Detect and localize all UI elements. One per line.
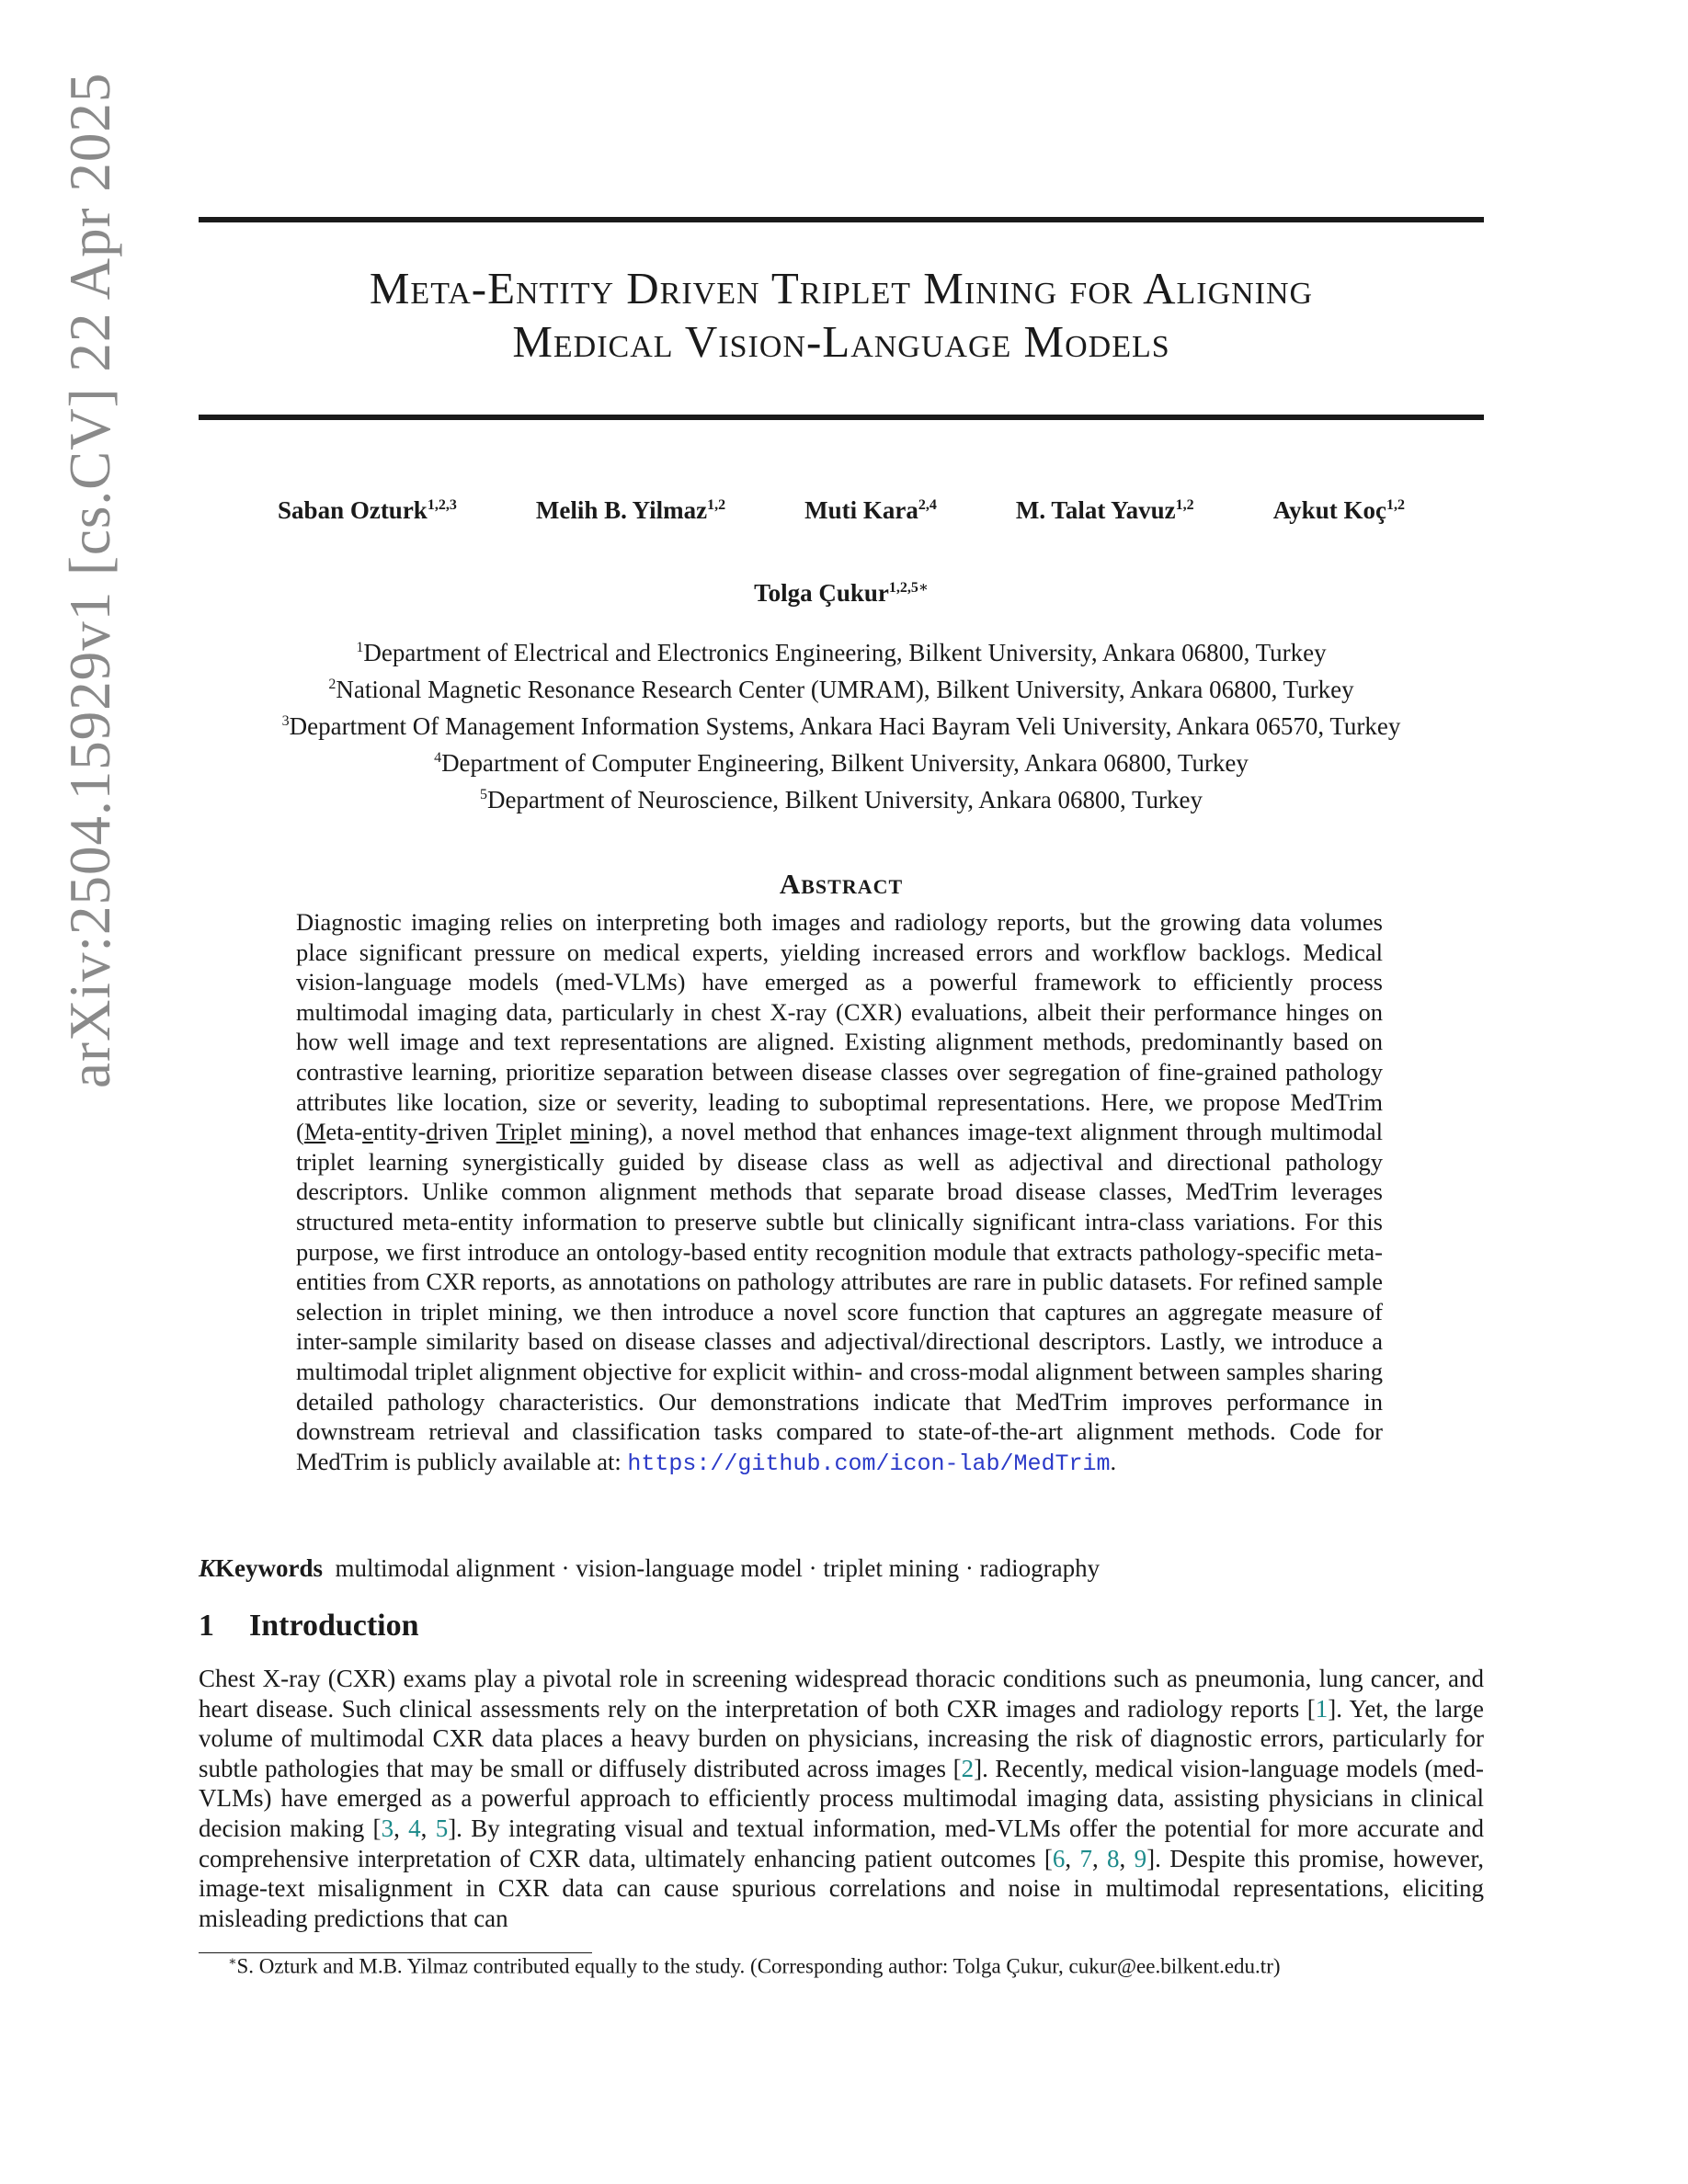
citation-link[interactable]: 6: [1052, 1844, 1066, 1872]
affiliation: $^4$Department of Computer Engineering, Bilkent University, Ankara 06800, Turkey: [434, 749, 1249, 777]
affiliation: $^5$Department of Neuroscience, Bilkent University, Ankara 06800, Turkey: [479, 786, 1203, 813]
title-line-2: Medical Vision-Language Models: [512, 316, 1170, 367]
keywords-text: multimodal alignment · vision-language model · triplet mining · radiography: [335, 1554, 1101, 1582]
citation-link[interactable]: 1: [1315, 1694, 1329, 1723]
code-link[interactable]: https://github.com/icon-lab/MedTrim: [627, 1450, 1111, 1477]
corresponding-author: Tolga Çukur$^{1,2,5∗}$: [754, 579, 929, 607]
keywords: KKeywords multimodal alignment · vision-language model · triplet mining · radiography: [199, 1554, 1101, 1582]
arxiv-identifier: arXiv:2504.15929v1 [cs.CV] 22 Apr 2025: [58, 72, 122, 1088]
citation-link[interactable]: 2: [961, 1754, 975, 1782]
keywords-label: Keywords: [215, 1554, 324, 1582]
abstract-body: Diagnostic imaging relies on interpreting both images and radiology reports, but the growing data volumes place significant pressure on medical experts, yielding increased errors and workflow backlogs. Medical vision-language models (med-VLMs) have emerged as a powerful framework to efficiently process multimodal imaging data, particularly in chest X-ray (CXR) evaluations, albeit their performance hinges on how well image and text representations are aligned. Existing alignment methods, predominantly based on contrastive learning, prioritize separation between disease classes over segregation of fine-grained pathology attributes like location, size or severity, leading to suboptimal representations. Here, we propose MedTrim (Meta-entity-driven Triplet mining), a novel method that enhances image-text alignment through multimodal triplet learning synergistically guided by disease class as well as adjectival and directional pathology descriptors. Unlike common alignment methods that separate broad disease classes, MedTrim leverages structured meta-entity information to preserve subtle but clinically significant intra-class variations. For this purpose, we first introduce an ontology-based entity recognition module that extracts pathology-specific meta-entities from CXR reports, as annotations on pathology attributes are rare in public datasets. For refined sample selection in triplet mining, we then introduce a novel score function that captures an aggregate measure of inter-sample similarity based on disease classes and adjectival/directional descriptors. Lastly, we introduce a multimodal triplet alignment objective for explicit within- and cross-modal alignment between samples sharing detailed pathology characteristics. Our demonstrations indicate that MedTrim improves performance in downstream retrieval and classification tasks compared to state-of-the-art alignment methods. Code for MedTrim is publicly available at: https://github.com/icon-lab/MedTrim.: [296, 908, 1383, 1477]
citation-link[interactable]: 9: [1134, 1844, 1147, 1872]
affiliation: $^1$Department of Electrical and Electronics Engineering, Bilkent University, Ankara 06800, Turkey: [356, 639, 1327, 666]
author: Aykut Koç$^{1,2}$: [1272, 496, 1405, 524]
paper-title: [199, 262, 1484, 369]
affiliations: [199, 634, 1484, 818]
footnote-rule: [199, 1952, 592, 1953]
footnote: ∗S. Ozturk and M.B. Yilmaz contributed equally to the study. (Corresponding author: Tolga Çukur, cukur@ee.bilkent.edu.tr): [228, 1954, 1281, 1978]
citation-link[interactable]: 5: [435, 1814, 449, 1842]
title-top-rule: [199, 217, 1484, 222]
citation-link[interactable]: 4: [408, 1814, 421, 1842]
abstract-heading: Abstract: [779, 868, 904, 900]
affiliation: $^3$Department Of Management Information Systems, Ankara Haci Bayram Veli University, Ankara 06570, Turkey: [281, 712, 1401, 740]
affiliation: $^2$National Magnetic Resonance Research Center (UMRAM), Bilkent University, Ankara 06800, Turkey: [328, 676, 1354, 703]
citation-link[interactable]: 3: [381, 1814, 394, 1842]
title-line-1: Meta-Entity Driven Triplet Mining for Aligning: [369, 263, 1314, 313]
author: M. Talat Yavuz$^{1,2}$: [1015, 496, 1194, 524]
citation-link[interactable]: 7: [1079, 1844, 1092, 1872]
title-bottom-rule: [199, 415, 1484, 420]
author: Muti Kara$^{2,4}$: [804, 496, 937, 524]
section-heading: 1 Introduction: [199, 1609, 419, 1643]
introduction-body: Chest X-ray (CXR) exams play a pivotal role in screening widespread thoracic conditions such as pneumonia, lung cancer, and heart disease. Such clinical assessments rely on the interpretation of both CXR images and radiology reports [1]. Yet, the large volume of multimodal CXR data places a heavy burden on physicians, increasing the risk of diagnostic errors, particularly for subtle pathologies that may be small or diffusely distributed across images [2]. Recently, medical vision-language models (med-VLMs) have emerged as a powerful approach to efficiently process multimodal imaging data, assisting physicians in clinical decision making [3, 4, 5]. By integrating visual and textual information, med-VLMs offer the potential for more accurate and comprehensive interpretation of CXR data, ultimately enhancing patient outcomes [6, 7, 8, 9]. Despite this promise, however, image-text misalignment in CXR data can cause spurious correlations and noise in multimodal representations, eliciting misleading predictions that can: [199, 1665, 1485, 1932]
author: Saban Ozturk$^{1,2,3}$: [278, 496, 457, 524]
author-list: [199, 496, 1484, 525]
citation-link[interactable]: 8: [1107, 1844, 1120, 1872]
author: Melih B. Yilmaz$^{1,2}$: [535, 496, 726, 524]
